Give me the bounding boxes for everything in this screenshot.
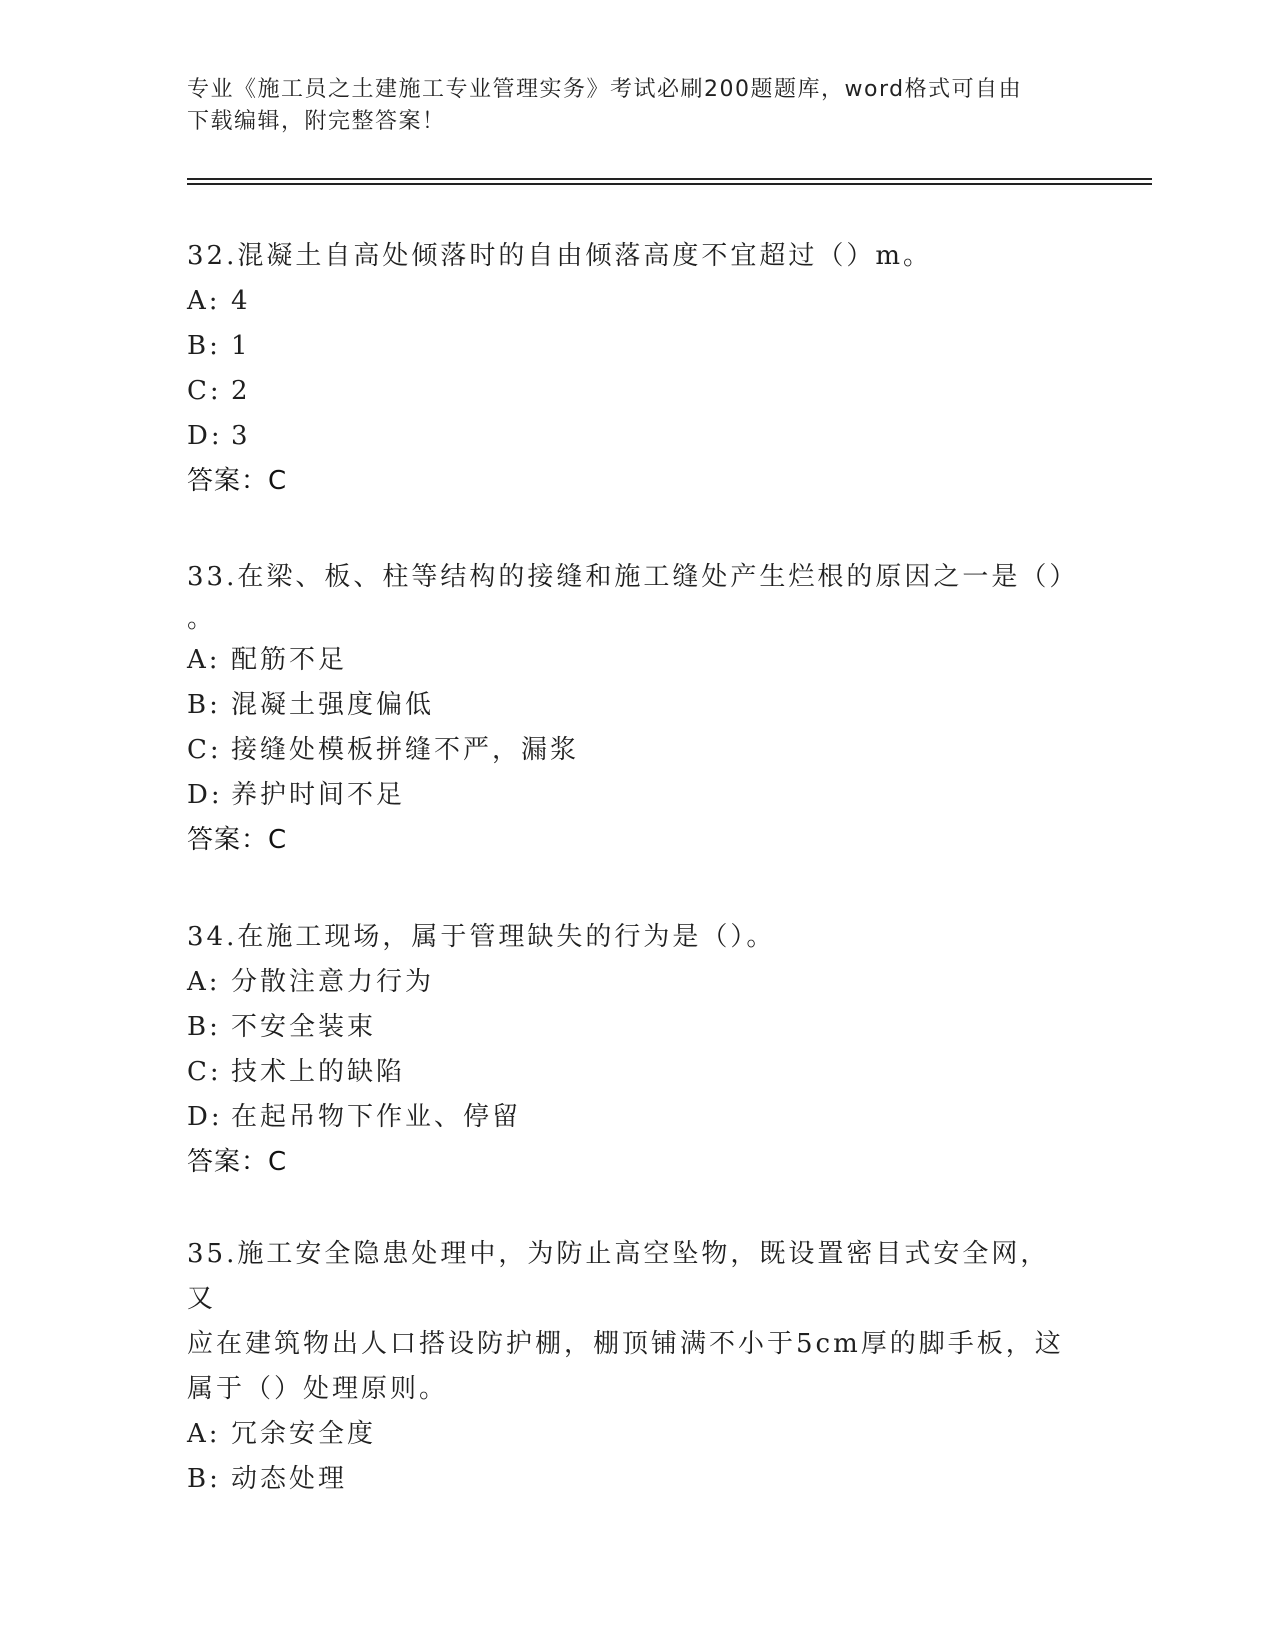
question-stem-continuation: 。 [187,604,217,634]
question-stem-line-2: 应在建筑物出人口搭设防护棚，棚顶铺满不小于5cm厚的脚手板，这 [187,1329,1064,1359]
option-key: B: [187,690,221,720]
option-key: D: [187,421,223,451]
option-text: 分散注意力行为 [231,967,435,997]
option-key: A: [187,645,221,675]
option-key: C: [187,735,222,765]
option-a [187,638,1077,683]
option-d [187,1095,1077,1140]
option-key: B: [187,1012,221,1042]
option-b [187,1457,1077,1502]
option-text: 接缝处模板拼缝不严，漏浆 [231,735,580,765]
option-key: C: [187,376,222,406]
option-d [187,414,1077,459]
option-text: 4 [231,286,251,316]
option-text: 2 [231,376,251,406]
option-c [187,1050,1077,1095]
option-key: B: [187,331,221,361]
header-divider-bottom [187,183,1152,185]
option-c [187,728,1077,773]
option-key: A: [187,967,221,997]
option-text: 混凝土强度偏低 [231,690,435,720]
header-line-1: 专业《施工员之土建施工专业管理实务》考试必刷200题题库，word格式可自由 [187,77,1023,102]
answer: 答案：C [187,825,288,855]
option-key: A: [187,1419,221,1449]
question-35 [187,1232,1077,1502]
option-text: 冗余安全度 [231,1419,377,1449]
option-key: A: [187,286,221,316]
option-text: 3 [231,421,251,451]
header-line-2: 下载编辑，附完整答案！ [187,109,446,134]
question-stem-line-1: 35.施工安全隐患处理中，为防止高空坠物，既设置密目式安全网，又 [187,1239,1050,1314]
question-34 [187,915,1077,1185]
answer: 答案：C [187,1147,288,1177]
option-b [187,683,1077,728]
option-text: 1 [231,331,251,361]
option-b [187,1005,1077,1050]
answer: 答案：C [187,466,288,496]
document-header [187,74,1067,138]
option-a [187,960,1077,1005]
option-d [187,773,1077,818]
option-key: D: [187,780,223,810]
question-stem-line-3: 属于（）处理原则。 [187,1374,449,1404]
option-text: 动态处理 [231,1464,348,1494]
option-a [187,279,1077,324]
header-divider-top [187,178,1152,180]
option-key: D: [187,1102,223,1132]
option-a [187,1412,1077,1457]
option-b [187,324,1077,369]
question-stem: 32.混凝土自高处倾落时的自由倾落高度不宜超过（）m。 [187,241,933,271]
question-33 [187,555,1077,863]
option-key: B: [187,1464,221,1494]
option-text: 养护时间不足 [231,780,406,810]
question-stem: 34.在施工现场，属于管理缺失的行为是（）。 [187,922,776,952]
option-key: C: [187,1057,222,1087]
question-stem: 33.在梁、板、柱等结构的接缝和施工缝处产生烂根的原因之一是（） [187,562,1079,592]
option-c [187,369,1077,414]
question-32 [187,234,1077,504]
option-text: 技术上的缺陷 [231,1057,406,1087]
option-text: 在起吊物下作业、停留 [231,1102,522,1132]
option-text: 不安全装束 [231,1012,377,1042]
option-text: 配筋不足 [231,645,348,675]
